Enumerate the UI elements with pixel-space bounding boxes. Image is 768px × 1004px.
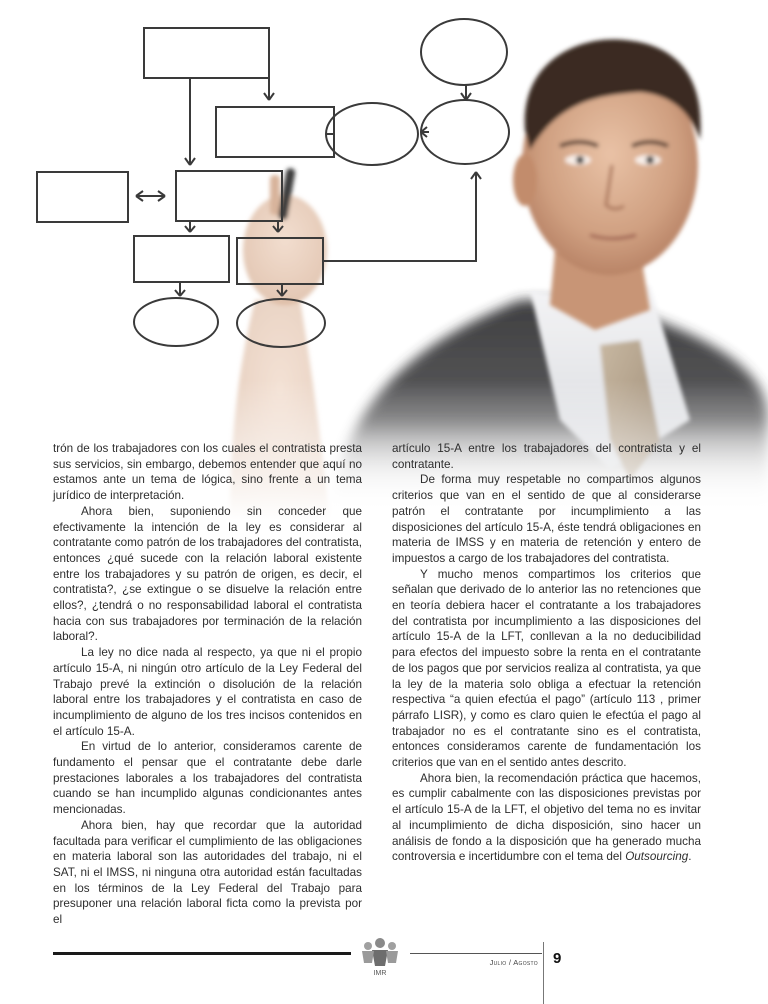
- page-number: 9: [553, 950, 562, 967]
- paragraph: trón de los trabajadores con los cuales el contratista presta sus servicios, sin embargo, debemos entender que aquí no estamos ante un tema de lógica, sino frente a un tema jurídico de interpretación.: [53, 442, 362, 503]
- article-body: [53, 441, 701, 927]
- paragraph: De forma muy respetable no compartimos algunos criterios que van en el sentido de que al considerarse patrón el contratante por incumplimiento a las disposiciones del artículo 15-A, éste tendrá obligaciones en materia de IMSS y en materia de retención y entero de impuestos a cargo de los trabajadores del contratista.: [392, 473, 701, 565]
- imr-logo: [354, 936, 406, 978]
- paragraph: En virtud de lo anterior, consideramos carente de fundamento el pensar que el contratante debe darle prestaciones laborales a los trabajadores del contratista cuando se han incumplido algunas condicionantes antes mencionadas.: [53, 740, 362, 817]
- paragraph: La ley no dice nada al respecto, ya que ni el propio artículo 15-A, ni ningún otro artículo de la Ley Federal del Trabajo prevé la extinción o disolución de la relación laboral entre los trabajadores y el contratista en caso de incumplimiento de alguno de los tres incisos contenidos en el artículo 15-A.: [53, 646, 362, 738]
- paragraph: Y mucho menos compartimos los criterios que señalan que derivado de lo anterior las no retenciones que en teoría debiera hacer el contratante a los trabajadores del contratista por incumplimiento a las disposiciones del artículo 15-A de la LFT, conllevan a la no deducibilidad para efectos del impuesto sobre la renta en el contratante de los pagos que por servicios realiza al contratista, ya que la ley de la materia solo obliga a efectuar la retención respectiva “a quien efectúa el pago” (artículo 113 , primer párrafo LISR), y como es claro quien le efectúa el pago al trabajador no es el contratante sino es el contratista, entonces consideramos carente de fundamentación los criterios que van en el sentido antes descrito.: [392, 567, 701, 770]
- left-column: [53, 441, 362, 927]
- paragraph-text: Ahora bien, la recomendación práctica que hacemos, es cumplir cabalmente con las disposiciones previstas por el artículo 15-A de la LFT, el objetivo del tema no es invitar al incumplimiento de dicha disposición, sino hacer un análisis de fondo a la disposición que ha generado mucha controversia e incertidumbre con el tema del: [392, 771, 701, 864]
- footer-rule: [53, 952, 351, 955]
- paragraph: Ahora bien, suponiendo sin conceder que efectivamente la intención de la ley es considerar al contratante como patrón de los trabajadores del contratista, entonces ¿qué sucede con la relación laboral existente entre los trabajadores y su patrón de origen, es decir, el contratista?, ¿se extingue o se disuelve la relación entre ellos?, ¿tendrá o no responsabilidad laboral el contratista hacia con sus trabajadores por terminación de la relación laboral?.: [53, 504, 362, 644]
- logo-text: IMR: [373, 970, 387, 977]
- paragraph: artículo 15-A entre los trabajadores del contratista y el contratante.: [392, 442, 701, 471]
- paragraph: Ahora bien, hay que recordar que la autoridad facultada para verificar el cumplimiento de las obligaciones en materia laboral son las autoridades del trabajo, ni el SAT, ni el IMSS, ni ninguna otra autoridad están facultadas en los términos de la Ley Federal del Trabajo para presuponer una relación laboral ficta como la prevista por el: [53, 818, 362, 927]
- emphasis-outsourcing: Outsourcing: [625, 850, 689, 864]
- issue-label: Julio / Agosto: [489, 958, 538, 967]
- footer-divider: [543, 942, 544, 1004]
- paragraph: [392, 771, 701, 865]
- footer-rule-thin: [410, 953, 542, 954]
- right-column: [392, 441, 701, 911]
- period: .: [688, 850, 692, 864]
